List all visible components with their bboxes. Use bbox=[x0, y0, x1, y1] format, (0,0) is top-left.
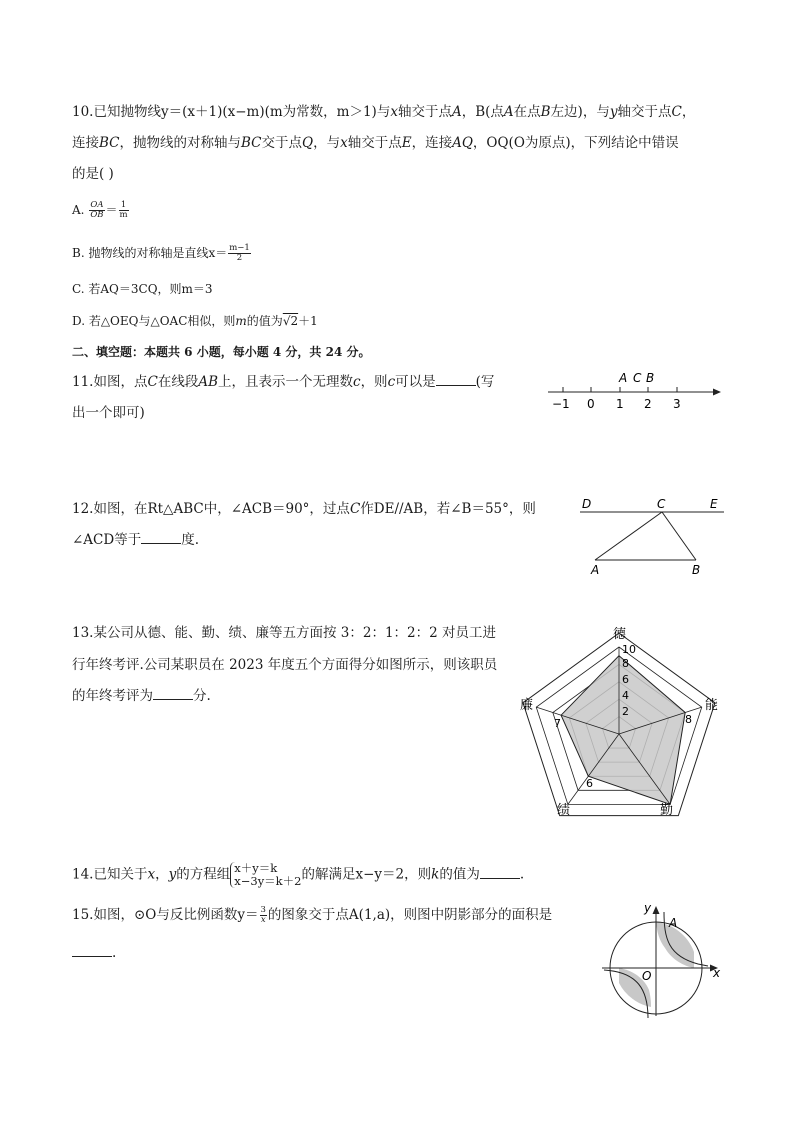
point-label-d: D bbox=[582, 497, 592, 511]
point-label-c: C bbox=[657, 497, 666, 511]
answer-blank[interactable] bbox=[72, 944, 112, 957]
q15-line2 bbox=[72, 944, 116, 962]
axis-label-x: x bbox=[713, 966, 721, 980]
q12-text: ∠ACD等于 bbox=[72, 532, 142, 548]
answer-blank[interactable] bbox=[141, 531, 181, 544]
answer-blank[interactable] bbox=[436, 373, 476, 386]
var-y: y bbox=[168, 866, 177, 883]
equation-2: x−3y＝k＋2 bbox=[234, 874, 302, 888]
q10-option-b bbox=[72, 244, 252, 263]
tick-label-6: 6 bbox=[622, 673, 629, 686]
section-heading: 二、填空题：本题共 6 小题，每小题 4 分，共 24 分。 bbox=[72, 345, 371, 359]
var-AQ: AQ bbox=[452, 135, 473, 151]
axis-label-y: y bbox=[644, 901, 652, 915]
point-label-a: A bbox=[591, 563, 600, 577]
q14-line bbox=[72, 862, 524, 888]
q15-text: . bbox=[112, 945, 117, 961]
tick-label: 0 bbox=[587, 397, 595, 411]
q10-text: 10.已知抛物线y＝(x＋1)(x−m)(m为常数，m＞1)与 bbox=[72, 104, 391, 120]
var-C: C bbox=[671, 104, 682, 120]
option-label: A. bbox=[72, 203, 85, 217]
point-label-a: A bbox=[619, 371, 628, 385]
var-AB: AB bbox=[198, 374, 218, 390]
equals: ＝ bbox=[105, 203, 118, 217]
q10-line1 bbox=[72, 103, 695, 121]
tick-label-4: 4 bbox=[622, 689, 629, 702]
q11-line1 bbox=[72, 373, 494, 391]
circle-hyperbola-figure bbox=[598, 898, 728, 1020]
point-label-e: E bbox=[710, 497, 718, 511]
var-k: k bbox=[431, 866, 440, 883]
q11-text: 11.如图，点 bbox=[72, 374, 148, 390]
var-BC: BC bbox=[241, 135, 262, 151]
q12-text: 度. bbox=[181, 532, 200, 548]
y-axis-arrow bbox=[653, 906, 660, 914]
q15-text: ⊙O与反比例函数y＝ bbox=[133, 907, 259, 923]
q15-text: 的图象交于点A(1,a)，则图中阴影部分的面积是 bbox=[267, 907, 553, 923]
numerator: 1 bbox=[119, 201, 129, 211]
q13-text: 分. bbox=[193, 688, 211, 704]
q12-text: 作DE//AB，若∠B＝55°，则 bbox=[360, 501, 536, 517]
q12-line1 bbox=[72, 500, 536, 518]
tick-label-8: 8 bbox=[622, 657, 629, 670]
q13-text: 的年终考评为 bbox=[72, 688, 153, 704]
var-BC: BC bbox=[99, 135, 120, 151]
sqrt: √2 bbox=[282, 314, 299, 328]
tick-label: −1 bbox=[552, 397, 570, 411]
q10-line2 bbox=[72, 134, 679, 152]
var-x: x bbox=[390, 104, 398, 120]
var-A: A bbox=[503, 104, 514, 120]
q10-text: 在点 bbox=[513, 104, 541, 120]
answer-blank[interactable] bbox=[153, 687, 193, 700]
score-label-ji: 6 bbox=[586, 777, 593, 790]
q13-line3 bbox=[72, 687, 211, 705]
score-label-neng: 8 bbox=[685, 713, 692, 726]
option-text: D. 若△OEQ与△OAC相似，则 bbox=[72, 314, 236, 328]
tick-label-10: 10 bbox=[622, 643, 636, 656]
option-text: ＋1 bbox=[298, 314, 318, 328]
q11-text: (写 bbox=[475, 374, 495, 390]
var-x: x bbox=[147, 866, 156, 883]
q10-text: 交于点 bbox=[261, 135, 303, 151]
denominator: x bbox=[260, 915, 266, 925]
var-x: x bbox=[340, 135, 348, 151]
q14-text: 的方程组 bbox=[176, 866, 231, 883]
segment-ac bbox=[595, 512, 662, 560]
axis-arrow bbox=[713, 389, 721, 396]
number-line-figure bbox=[540, 368, 725, 414]
tick-label: 3 bbox=[673, 397, 681, 411]
score-label-lian: 7 bbox=[554, 717, 561, 730]
q10-text: 左边)，与 bbox=[550, 104, 610, 120]
q14-text: ， bbox=[155, 866, 169, 883]
q12-text: 12.如图，在Rt△ABC中，∠ACB＝90°，过点 bbox=[72, 501, 350, 517]
radar-chart bbox=[512, 622, 727, 820]
axis-label-qin: 勤 bbox=[660, 803, 674, 818]
q11-text: 可以是 bbox=[395, 374, 436, 390]
option-text: 的值为 bbox=[246, 314, 283, 328]
q11-text: 在线段 bbox=[157, 374, 199, 390]
q10-option-a bbox=[72, 201, 130, 220]
var-y: y bbox=[609, 104, 618, 120]
tick-label-2: 2 bbox=[622, 705, 629, 718]
numerator: 3 bbox=[260, 905, 266, 915]
axis-label-neng: 能 bbox=[705, 698, 719, 713]
numerator: OA bbox=[90, 200, 104, 210]
q10-text: 连接 bbox=[72, 135, 99, 151]
q15-text: 15.如图， bbox=[72, 907, 134, 923]
q11-text: 上，且表示一个无理数 bbox=[218, 374, 353, 390]
tick-marks bbox=[563, 387, 677, 392]
q10-option-c: C. 若AQ＝3CQ，则m＝3 bbox=[72, 282, 213, 296]
tick-label: 1 bbox=[616, 397, 624, 411]
answer-blank[interactable] bbox=[480, 866, 520, 879]
q14-text: 14.已知关于 bbox=[72, 866, 148, 883]
axis-label-lian: 廉 bbox=[520, 698, 534, 713]
numerator: m−1 bbox=[229, 243, 250, 253]
origin-label: O bbox=[642, 969, 652, 983]
point-label-b: B bbox=[692, 563, 701, 577]
point-label-b: B bbox=[646, 371, 655, 385]
var-Q: Q bbox=[302, 135, 314, 151]
equation-system bbox=[230, 862, 301, 888]
q13-line2: 行年终考评.公司某职员在 2023 年度五个方面得分如图所示，则该职员 bbox=[72, 657, 498, 673]
q12-line2 bbox=[72, 531, 199, 549]
q15-line1 bbox=[72, 906, 552, 925]
denominator: OB bbox=[90, 210, 104, 220]
q10-text: ，抛物线的对称轴与 bbox=[119, 135, 242, 151]
var-C: C bbox=[147, 374, 158, 390]
fraction bbox=[260, 906, 267, 925]
segment-cb bbox=[662, 512, 696, 560]
tick-label: 2 bbox=[644, 397, 652, 411]
q10-text: ，OQ(O为原点)，下列结论中错误 bbox=[472, 135, 679, 151]
point-label-a: A bbox=[669, 916, 678, 930]
equation-1: x＋y＝k bbox=[234, 861, 278, 875]
var-c: c bbox=[387, 374, 396, 390]
q10-text: 轴交于点 bbox=[617, 104, 672, 120]
point-label-c: C bbox=[633, 371, 642, 385]
fraction bbox=[89, 201, 104, 220]
q10-text: 轴交于点 bbox=[347, 135, 402, 151]
q10-option-d bbox=[72, 312, 318, 330]
var-B: B bbox=[540, 104, 551, 120]
var-C: C bbox=[349, 501, 361, 517]
fraction bbox=[119, 201, 129, 220]
q14-text: 的解满足x−y＝2，则 bbox=[301, 866, 432, 883]
q10-text: ， bbox=[681, 104, 696, 120]
var-c: c bbox=[353, 374, 361, 390]
denominator: m bbox=[119, 210, 128, 220]
axis-label-ji: 绩 bbox=[557, 803, 571, 818]
axis-label-de: 德 bbox=[613, 627, 627, 642]
q11-line2: 出一个即可) bbox=[72, 405, 145, 421]
denominator: 2 bbox=[236, 253, 243, 263]
q13-line1: 13.某公司从德、能、勤、绩、廉等五方面按 3：2：1：2：2 对员工进 bbox=[72, 625, 496, 641]
var-m: m bbox=[235, 314, 247, 328]
fraction bbox=[228, 244, 251, 263]
q10-text: ，与 bbox=[313, 135, 341, 151]
option-text: B. 抛物线的对称轴是直线x＝ bbox=[72, 246, 228, 260]
q10-text: 轴交于点 bbox=[397, 104, 452, 120]
q14-text: 的值为 bbox=[439, 866, 480, 883]
var-A: A bbox=[451, 104, 462, 120]
q10-text: ，B(点 bbox=[461, 104, 504, 120]
triangle-figure bbox=[578, 494, 728, 578]
q11-text: ，则 bbox=[360, 374, 388, 390]
q10-line3: 的是( ) bbox=[72, 166, 114, 182]
var-E: E bbox=[401, 135, 412, 151]
q10-text: ，连接 bbox=[411, 135, 453, 151]
q14-text: . bbox=[519, 866, 525, 883]
